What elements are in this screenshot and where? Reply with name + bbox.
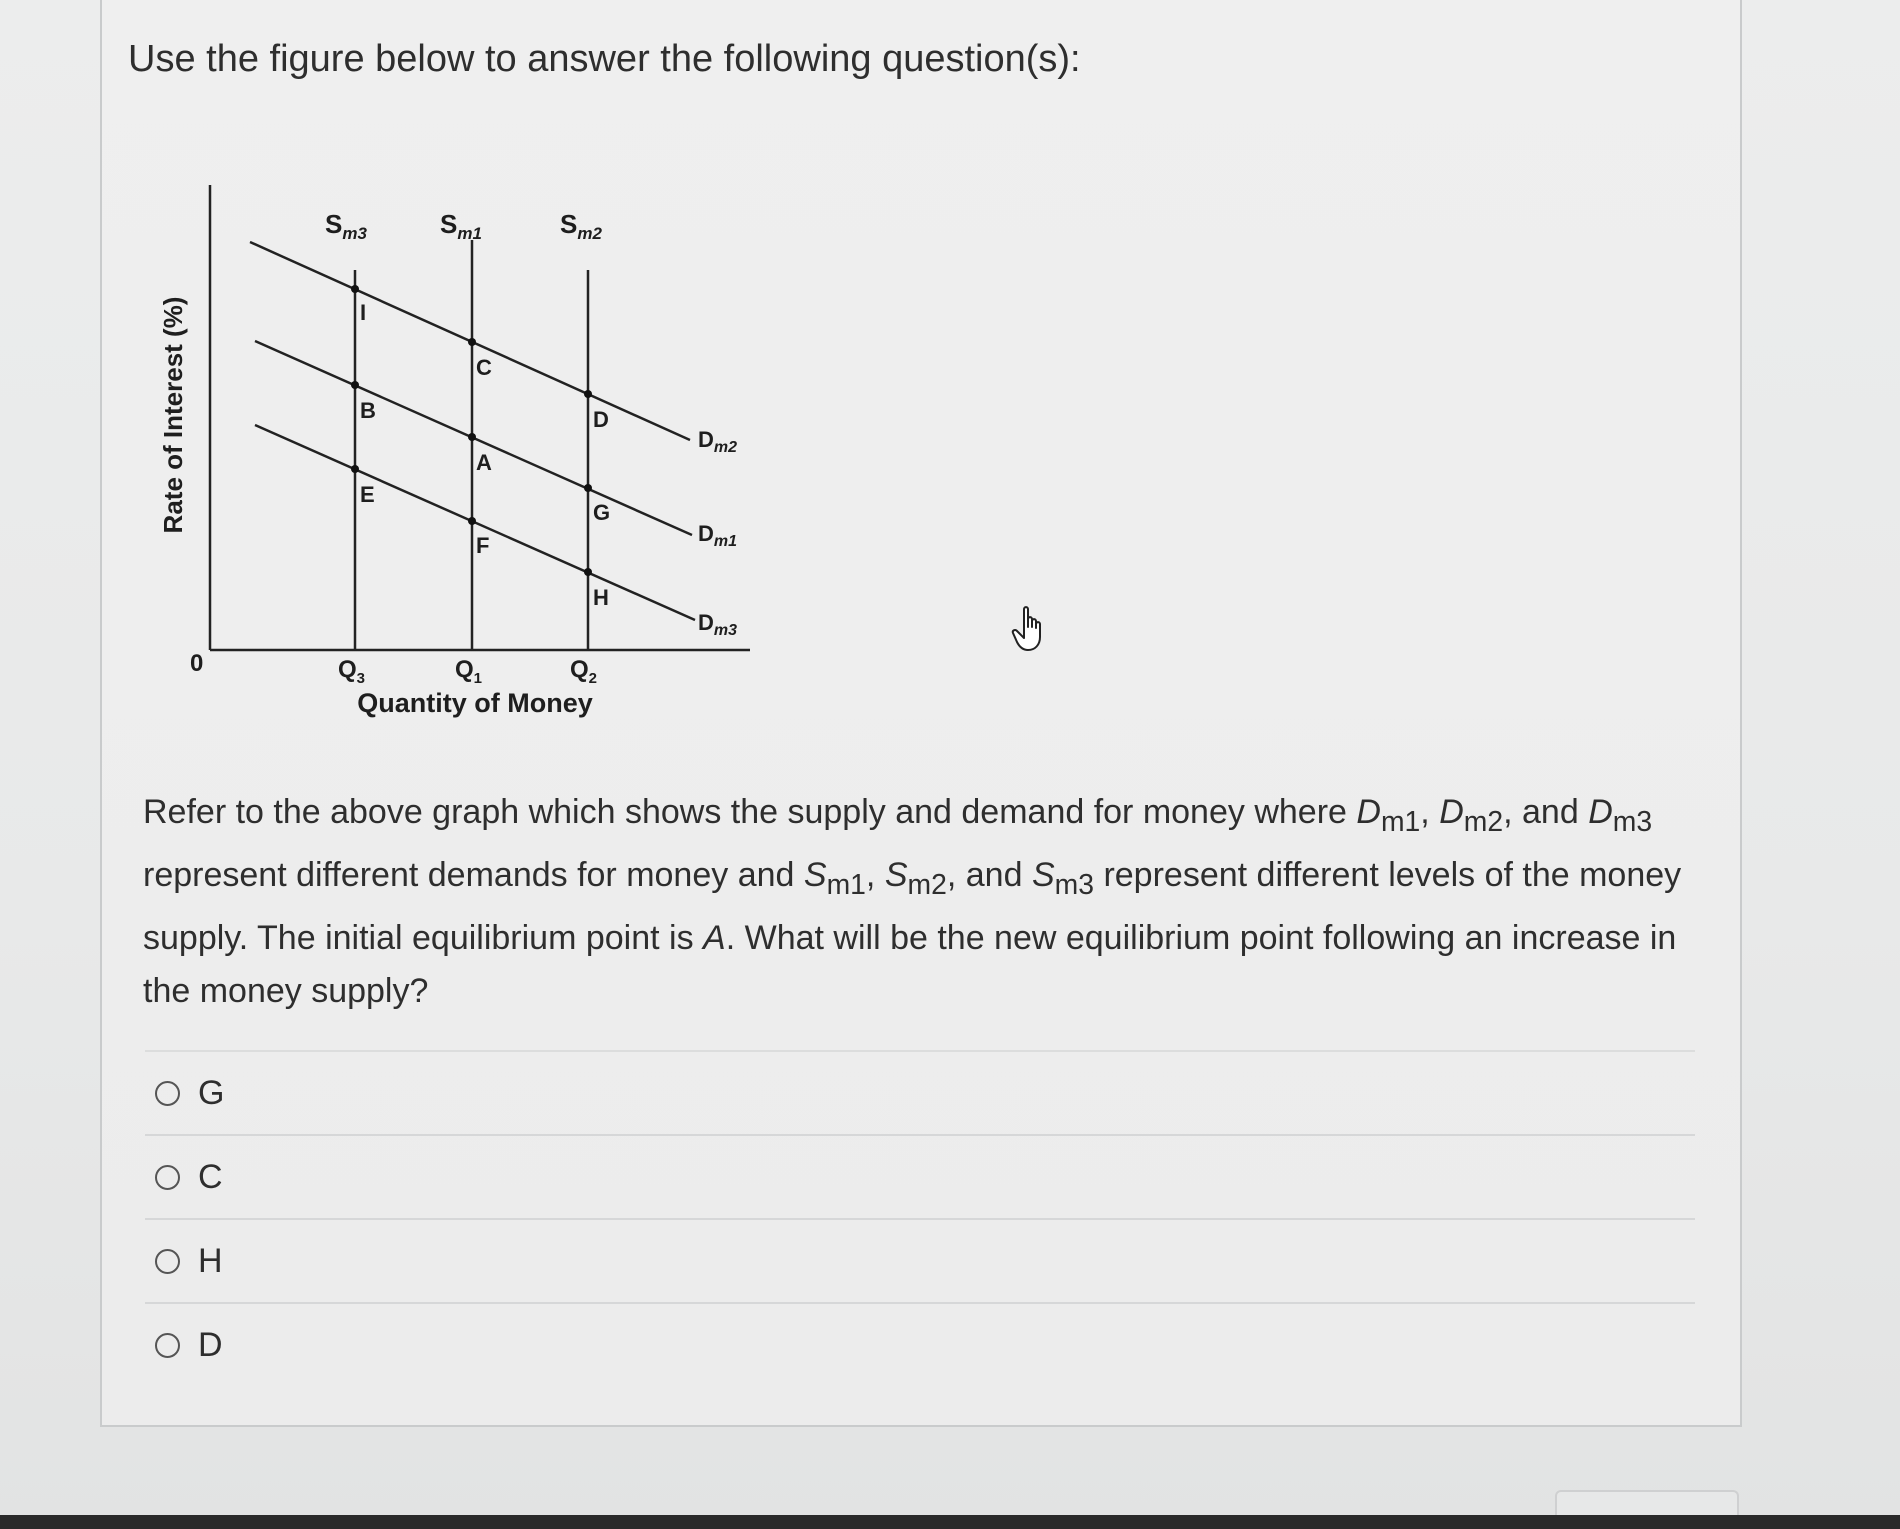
supply-label-sm3: $S_{m3}$ bbox=[325, 209, 367, 243]
point-label-i: I bbox=[360, 300, 367, 325]
point-dot-a bbox=[468, 433, 476, 441]
point-dot-h bbox=[584, 568, 592, 576]
hand-pointer-icon bbox=[1010, 605, 1050, 653]
origin-label: 0 bbox=[190, 650, 204, 677]
answer-option-g[interactable] bbox=[145, 1050, 1695, 1134]
radio-button[interactable] bbox=[155, 1165, 180, 1190]
x-axis-label: Quantity of Money bbox=[357, 688, 593, 718]
y-axis-label: Rate of Interest (%) bbox=[158, 296, 188, 534]
radio-button[interactable] bbox=[155, 1081, 180, 1106]
answer-option-c[interactable] bbox=[145, 1134, 1695, 1218]
question-text: Refer to the above graph which shows the supply and demand for money where $D_{m1}$, $D_{m2}$, and $D_{m3}$ represent different demands for money and $S_{m1}$, $S_{m2}$, and $S_{m3}$ represent different levels of the money supply. The initial equilibrium point is A. What will be the new equilibrium point following an increase in the money supply? bbox=[143, 793, 1682, 1010]
point-dot-g bbox=[584, 484, 592, 492]
point-label-a: A bbox=[476, 450, 492, 475]
demand-label-dm2: $D_{m2}$ bbox=[698, 427, 738, 456]
x-tick-q2: $Q_2$ bbox=[570, 656, 598, 687]
option-label: H bbox=[198, 1241, 223, 1280]
money-market-graph bbox=[150, 185, 760, 745]
radio-button[interactable] bbox=[155, 1333, 180, 1358]
option-label: D bbox=[198, 1325, 223, 1364]
money-market-figure bbox=[150, 185, 760, 745]
point-dot-d bbox=[584, 390, 592, 398]
answer-options bbox=[145, 1050, 1695, 1386]
point-dot-e bbox=[351, 465, 359, 473]
point-label-g: G bbox=[593, 500, 611, 525]
point-label-h: H bbox=[593, 585, 609, 610]
point-dot-c bbox=[468, 338, 476, 346]
x-tick-q1: $Q_1$ bbox=[455, 656, 483, 687]
demand-label-dm3: $D_{m3}$ bbox=[698, 610, 738, 639]
screen-bezel bbox=[0, 1515, 1900, 1529]
x-tick-q3: $Q_3$ bbox=[338, 656, 366, 687]
option-label: G bbox=[198, 1073, 225, 1112]
point-dot-i bbox=[351, 285, 359, 293]
option-label: C bbox=[198, 1157, 223, 1196]
answer-option-h[interactable] bbox=[145, 1218, 1695, 1302]
bottom-tab bbox=[1555, 1490, 1739, 1518]
supply-label-sm1: $S_{m1}$ bbox=[440, 209, 482, 243]
demand-label-dm1: $D_{m1}$ bbox=[698, 521, 738, 550]
supply-label-sm2: $S_{m2}$ bbox=[560, 209, 602, 243]
point-label-c: C bbox=[476, 355, 492, 380]
point-label-e: E bbox=[360, 482, 375, 507]
point-dot-b bbox=[351, 381, 359, 389]
intro-text: Use the figure below to answer the following question(s): bbox=[128, 38, 1081, 80]
answer-option-d[interactable] bbox=[145, 1302, 1695, 1386]
point-label-f: F bbox=[476, 533, 490, 558]
point-label-b: B bbox=[360, 398, 376, 423]
point-label-d: D bbox=[593, 407, 609, 432]
point-dot-f bbox=[468, 517, 476, 525]
radio-button[interactable] bbox=[155, 1249, 180, 1274]
